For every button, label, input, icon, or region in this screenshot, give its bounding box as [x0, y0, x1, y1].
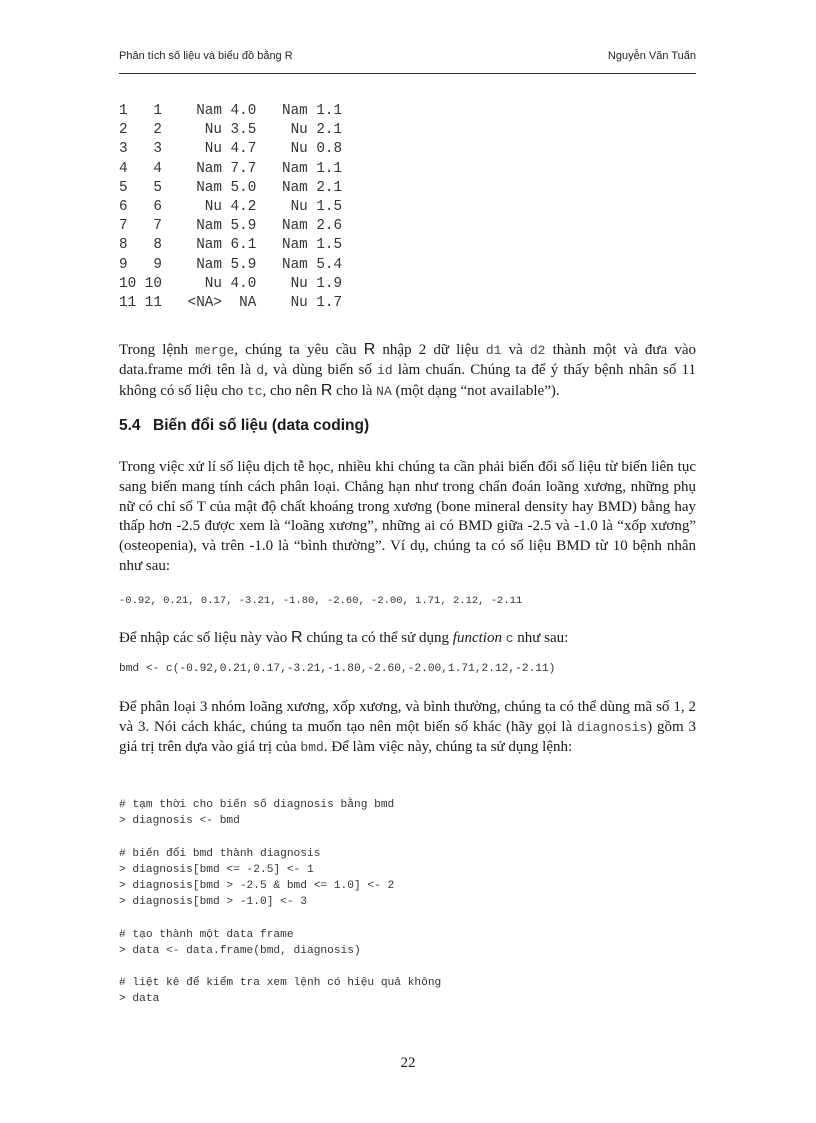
page-number: 22 [400, 1055, 416, 1071]
code-line: > diagnosis <- bmd [119, 815, 240, 828]
table-row: 3 3 Nu 4.7 Nu 0.8 [119, 141, 343, 158]
paragraph-merge: Trong lệnh merge, chúng ta yêu cầu R nhập 2 dữ liệu d1 và d2 thành một và đưa vào data.frame mới tên là d, và dùng biến số id làm chuẩn. Chúng ta để ý thấy bệnh nhân số 11 không có số liệu cho tc, cho nên R cho là NA (một dạng “not available”). [119, 341, 696, 399]
merged-data-output [119, 102, 342, 313]
table-row: 11 11 <NA> NA Nu 1.7 [119, 295, 343, 312]
code-line: > diagnosis[bmd > -1.0] <- 3 [119, 896, 307, 909]
code-line: > data [119, 993, 160, 1006]
paragraph-function-c: Để nhập các số liệu này vào R chúng ta có thể sử dụng function c như sau: [119, 629, 569, 646]
code-line [119, 910, 441, 926]
section-number: 5.4 [119, 417, 141, 434]
bmd-values-line: -0.92, 0.21, 0.17, -3.21, -1.80, -2.60, -2.00, 1.71, 2.12, -2.11 [119, 595, 523, 607]
code-line [119, 959, 441, 975]
paragraph-diagnosis: Để phân loại 3 nhóm loãng xương, xốp xương, và bình thường, chúng ta có thể dùng mã số 1, 2 và 3. Nói cách khác, chúng ta muốn tạo nên một biến số khác (hãy gọi là diagnosis) gồm 3 giá trị trên dựa vào giá trị của bmd. Để làm việc này, chúng ta sử dụng lệnh: [119, 699, 696, 755]
table-row: 4 4 Nam 7.7 Nam 1.1 [119, 160, 343, 177]
table-row: 8 8 Nam 6.1 Nam 1.5 [119, 237, 343, 254]
diagnosis-code-block [119, 797, 441, 1008]
code-line: # liệt kê để kiểm tra xem lệnh có hiệu quả không [119, 977, 442, 990]
table-row: 9 9 Nam 5.9 Nam 5.4 [119, 256, 343, 273]
code-line: # biến đổi bmd thành diagnosis [119, 847, 321, 860]
code-line: > diagnosis[bmd > -2.5 & bmd <= 1.0] <- 2 [119, 880, 395, 893]
header-author: Nguyễn Văn Tuấn [607, 50, 696, 62]
table-row: 10 10 Nu 4.0 Nu 1.9 [119, 275, 343, 292]
code-line: > diagnosis[bmd <= -2.5] <- 1 [119, 863, 314, 876]
code-line: # tạm thời cho biến số diagnosis bằng bmd [119, 799, 395, 811]
code-line [119, 829, 441, 845]
table-row: 5 5 Nam 5.0 Nam 2.1 [119, 179, 343, 196]
bmd-assign-code: bmd <- c(-0.92,0.21,0.17,-3.21,-1.80,-2.60,-2.00,1.71,2.12,-2.11) [119, 663, 556, 675]
section-title: Biến đổi số liệu (data coding) [153, 417, 370, 434]
header-title: Phân tích số liệu và biểu đồ bằng R [119, 50, 293, 62]
code-line: # tạo thành một data frame [119, 928, 294, 941]
section-heading [119, 417, 369, 435]
paragraph-coding-intro: Trong việc xử lí số liệu dịch tễ học, nhiều khi chúng ta cần phải biến đổi số liệu từ biến liên tục sang biến mang tính cách phân loại. Chẳng hạn như trong chẩn đoán loãng xương, những phụ nữ có chỉ số T của mật độ chất khoáng trong xương (bone mineral density hay BMD) bằng hay thấp hơn -2.5 được xem là “loãng xương”, những ai có BMD giữa -2.5 và -1.0 là “xốp xương” (osteopenia), và trên -1.0 là “bình thường”. Ví dụ, chúng ta có số liệu BMD từ 10 bệnh nhân như sau: [119, 459, 696, 574]
table-row: 1 1 Nam 4.0 Nam 1.1 [119, 103, 343, 119]
code-line: > data <- data.frame(bmd, diagnosis) [119, 944, 361, 957]
page-header [119, 50, 696, 74]
table-row: 6 6 Nu 4.2 Nu 1.5 [119, 199, 343, 216]
table-row: 7 7 Nam 5.9 Nam 2.6 [119, 218, 343, 235]
table-row: 2 2 Nu 3.5 Nu 2.1 [119, 122, 343, 139]
